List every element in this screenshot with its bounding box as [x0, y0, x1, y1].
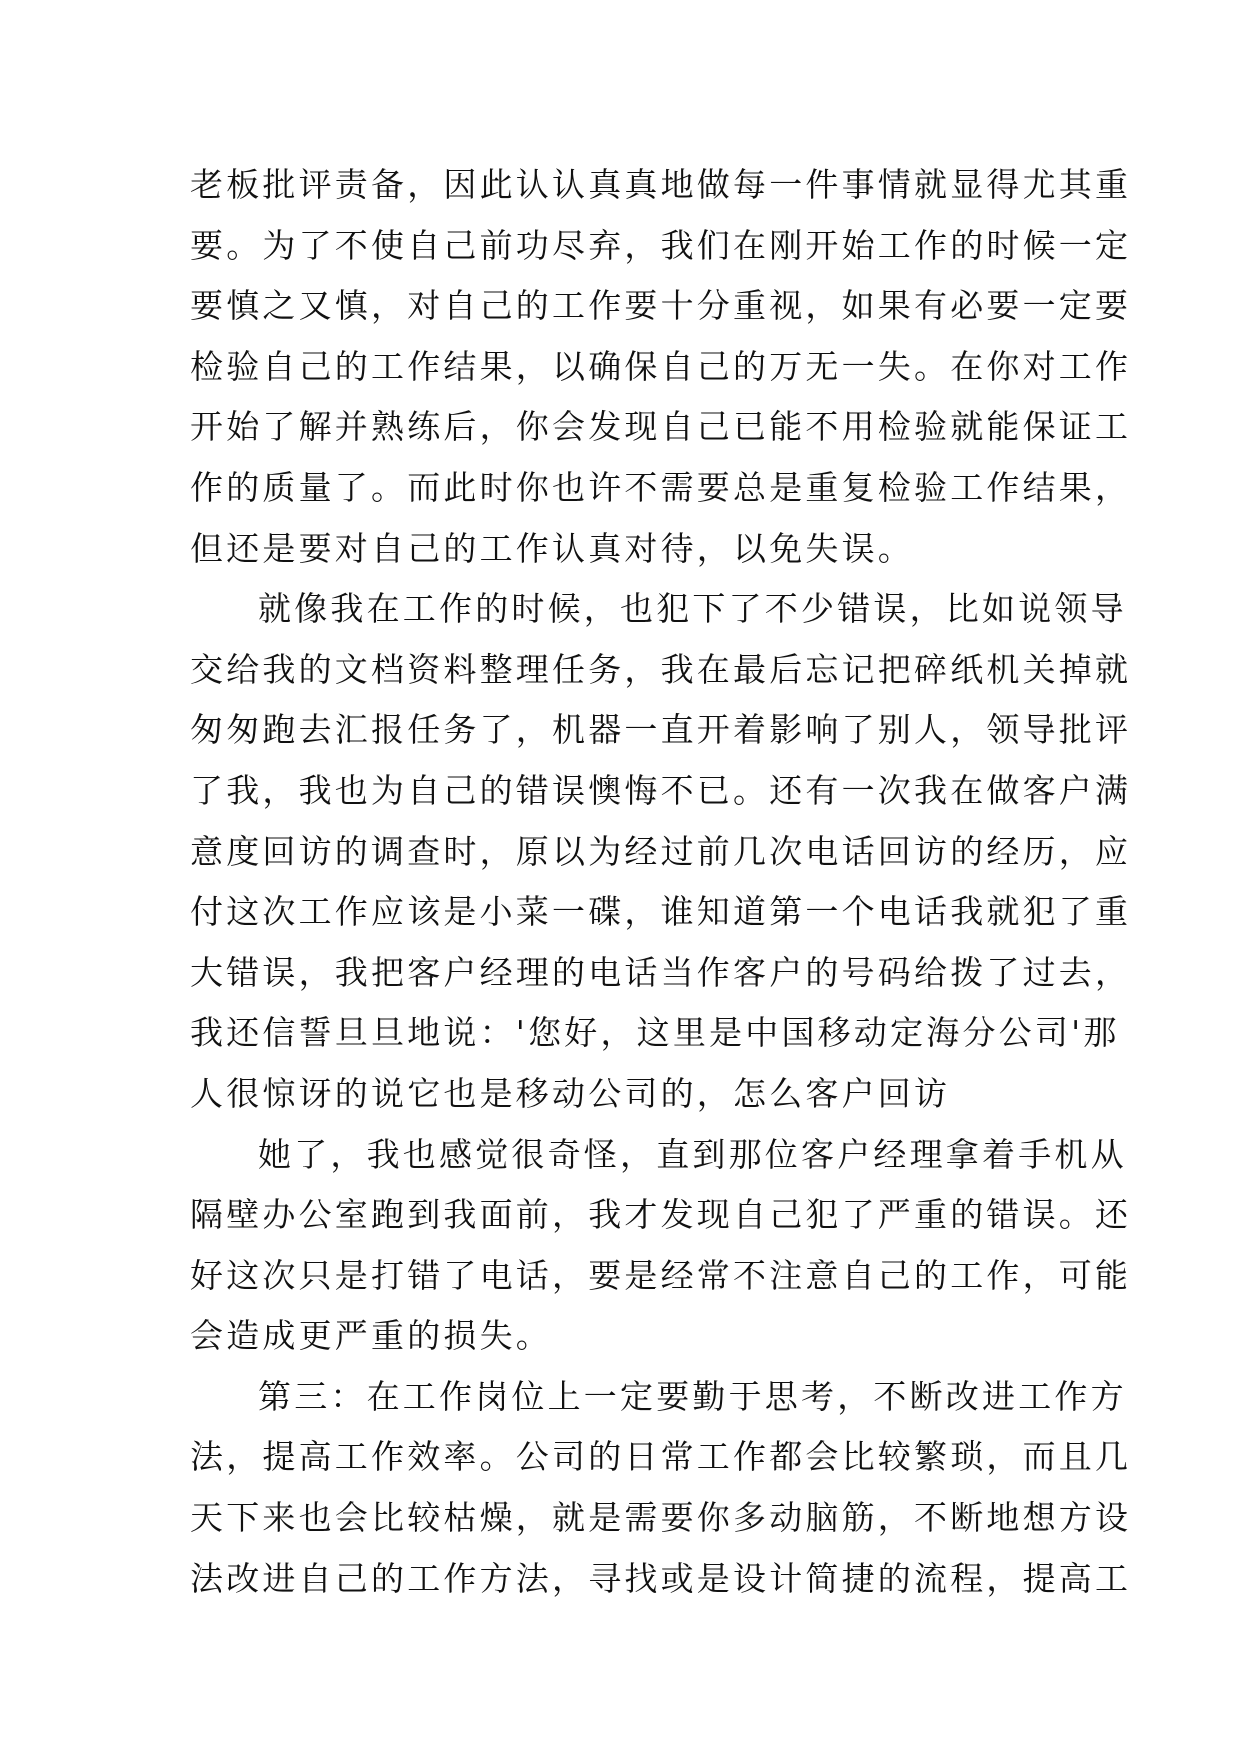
text-line: 我还信誓旦旦地说：'您好，这里是中国移动定海分公司'那: [190, 1013, 1120, 1053]
text-line: 法，提高工作效率。公司的日常工作都会比较繁琐，而且几: [190, 1437, 1132, 1477]
text-line: 匆匆跑去汇报任务了，机器一直开着影响了别人，领导批评: [190, 710, 1132, 750]
text-line: 要慎之又慎，对自己的工作要十分重视，如果有必要一定要: [190, 286, 1132, 326]
text-line: 老板批评责备，因此认认真真地做每一件事情就显得尤其重: [190, 165, 1132, 204]
text-line: 作的质量了。而此时你也许不需要总是重复检验工作结果，: [190, 467, 1132, 507]
document-body: [190, 155, 1132, 1609]
text-line: 天下来也会比较枯燥，就是需要你多动脑筋，不断地想方设: [190, 1498, 1132, 1538]
text-line: 好这次只是打错了电话，要是经常不注意自己的工作，可能: [190, 1255, 1132, 1295]
paragraph-start-line: 第三：在工作岗位上一定要勤于思考，不断改进工作方: [258, 1376, 1127, 1416]
paragraph-start-line: 她了，我也感觉很奇怪，直到那位客户经理拿着手机从: [258, 1134, 1127, 1174]
text-line: 开始了解并熟练后，你会发现自己已能不用检验就能保证工: [190, 407, 1132, 447]
text-line: 会造成更严重的损失。: [190, 1316, 552, 1356]
text-line: 意度回访的调查时，原以为经过前几次电话回访的经历，应: [190, 831, 1132, 871]
text-line: 隔壁办公室跑到我面前，我才发现自己犯了严重的错误。还: [190, 1195, 1132, 1235]
paragraph-start-line: 就像我在工作的时候，也犯下了不少错误，比如说领导: [258, 589, 1127, 629]
text-line: 但还是要对自己的工作认真对待，以免失误。: [190, 528, 914, 568]
text-line: 交给我的文档资料整理任务，我在最后忘记把碎纸机关掉就: [190, 649, 1132, 689]
text-line: 付这次工作应该是小菜一碟，谁知道第一个电话我就犯了重: [190, 892, 1132, 932]
text-line: 人很惊讶的说它也是移动公司的，怎么客户回访: [190, 1073, 951, 1113]
text-line: 法改进自己的工作方法，寻找或是设计简捷的流程，提高工: [190, 1558, 1132, 1598]
text-line: 大错误，我把客户经理的电话当作客户的号码给拨了过去，: [190, 952, 1132, 992]
text-line: 检验自己的工作结果，以确保自己的万无一失。在你对工作: [190, 346, 1132, 386]
text-line: 要。为了不使自己前功尽弃，我们在刚开始工作的时候一定: [190, 225, 1132, 265]
text-line: 了我，我也为自己的错误懊悔不已。还有一次我在做客户满: [190, 770, 1132, 810]
